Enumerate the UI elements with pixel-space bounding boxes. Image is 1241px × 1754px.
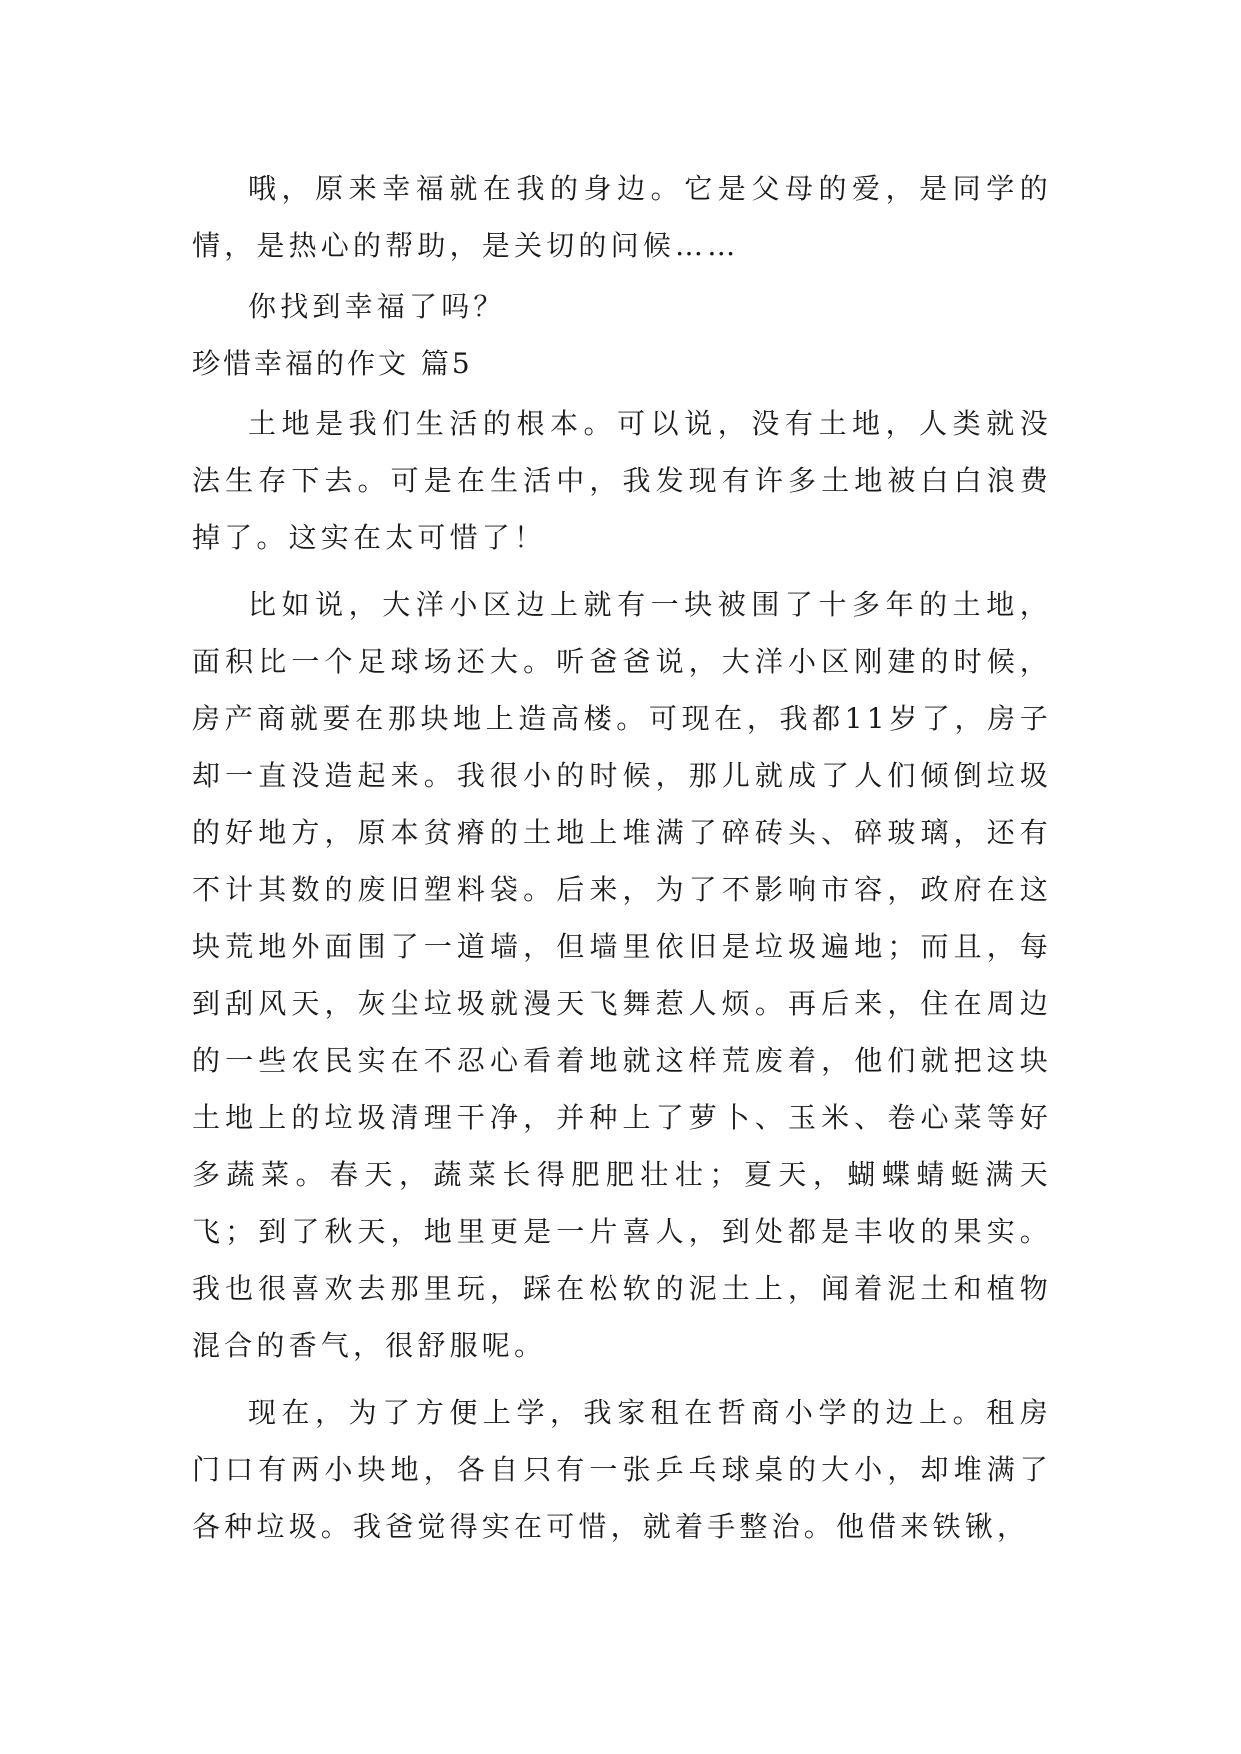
paragraph: 现在，为了方便上学，我家租在哲商小学的边上。租房门口有两小块地，各自只有一张乒乓球桌的大小，却堆满了各种垃圾。我爸觉得实在可惜，就着手整治。他借来铁锹， bbox=[192, 1396, 1052, 1543]
paragraph: 土地是我们生活的根本。可以说，没有土地，人类就没法生存下去。可是在生活中，我发现有许多土地被白白浪费掉了。这实在太可惜了！ bbox=[192, 407, 1052, 554]
section-title: 珍惜幸福的作文 篇5 bbox=[192, 347, 473, 380]
paragraph: 比如说，大洋小区边上就有一块被围了十多年的土地，面积比一个足球场还大。听爸爸说，大洋小区刚建的时候，房产商就要在那块地上造高楼。可现在，我都11岁了，房子却一直没造起来。我很小的时候，那儿就成了人们倾倒垃圾的好地方，原本贫瘠的土地上堆满了碎砖头、碎玻璃，还有不计其数的废旧塑料袋。后来，为了不影响市容，政府在这块荒地外面围了一道墙，但墙里依旧是垃圾遍地；而且，每到刮风天，灰尘垃圾就漫天飞舞惹人烦。再后来，住在周边的一些农民实在不忍心看着地就这样荒废着，他们就把这块土地上的垃圾清理干净，并种上了萝卜、玉米、卷心菜等好多蔬菜。春天，蔬菜长得肥肥壮壮；夏天，蝴蝶蜻蜓满天飞；到了秋天，地里更是一片喜人，到处都是丰收的果实。我也很喜欢去那里玩，踩在松软的泥土上，闻着泥土和植物混合的香气，很舒服呢。 bbox=[192, 588, 1052, 1362]
document-page bbox=[192, 160, 1052, 1555]
paragraph: 哦，原来幸福就在我的身边。它是父母的爱，是同学的情，是热心的帮助，是关切的问候…… bbox=[192, 172, 1052, 262]
paragraph: 你找到幸福了吗？ bbox=[248, 290, 506, 323]
